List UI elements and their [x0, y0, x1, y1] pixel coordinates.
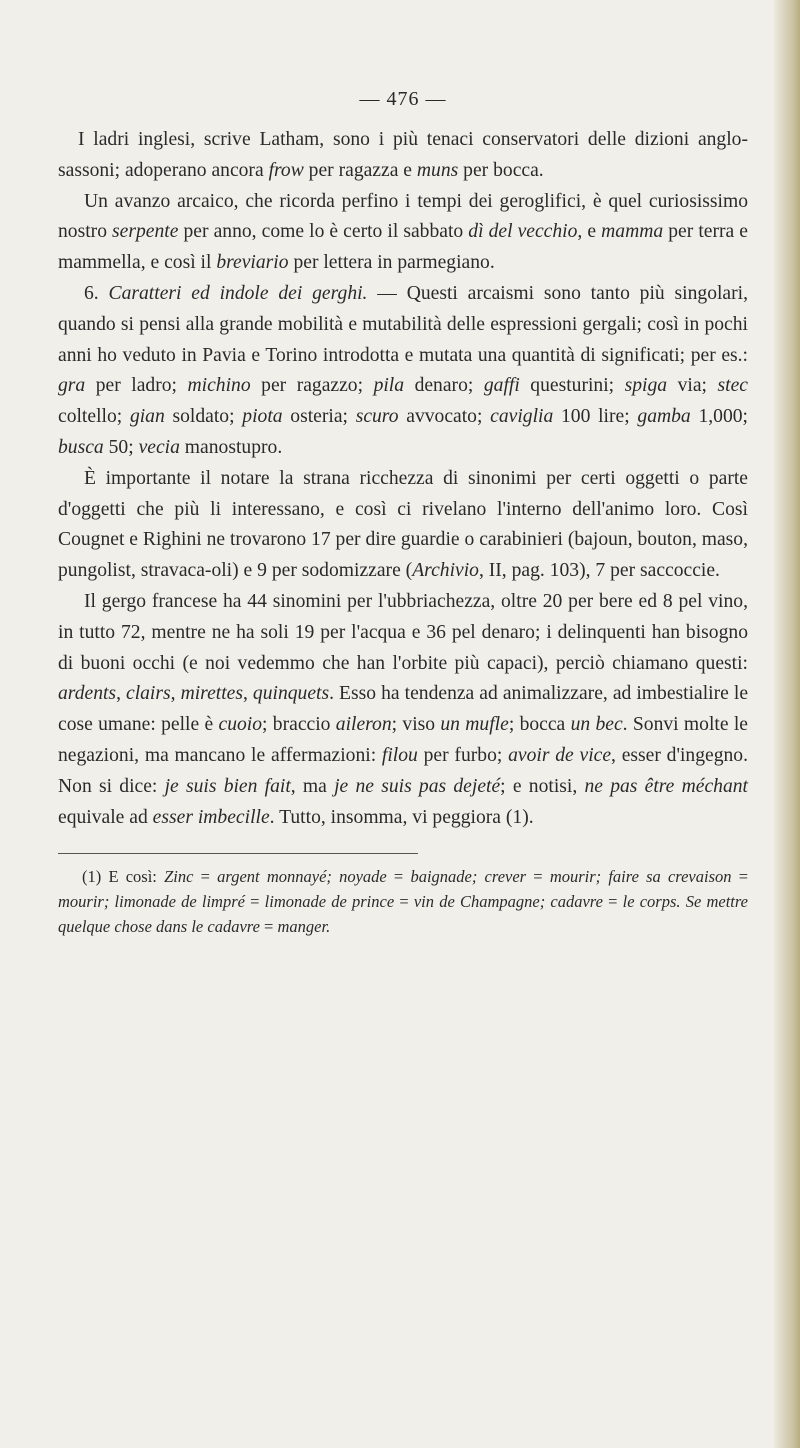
- paragraph: Un avanzo arcaico, che ricorda perfino i tempi dei geroglifici, è quel curiosissimo nostro serpente per anno, come lo è certo il sabbato dì del vecchio, e mamma per terra e mammella, e così il breviario per lettera in parmegiano.: [58, 190, 748, 274]
- footnote-divider: [58, 853, 418, 854]
- book-page: [58, 88, 748, 939]
- paragraph: 6. Caratteri ed indole dei gerghi. — Questi arcaismi sono tanto più singolari, quando si pensi alla grande mobilità e mutabilità delle espressioni gergali; così in pochi anni ho veduto in Pavia e Torino introdotta e mutata una quantità di significati; per es.: gra per ladro; michino per ragazzo; pila denaro; gaffi questurini; spiga via; stec coltello; gian soldato; piota osteria; scuro avvocato; caviglia 100 lire; gamba 1,000; busca 50; vecia manostupro.: [58, 282, 748, 458]
- paragraph: I ladri inglesi, scrive Latham, sono i più tenaci conservatori delle dizioni anglo-sassoni; adoperano ancora frow per ragazza e muns per bocca.: [58, 129, 748, 181]
- page-edge-shadow: [774, 0, 800, 1448]
- paragraph: È importante il notare la strana ricchezza di sinonimi per certi oggetti o parte d'oggetti che più li interessano, e così ci rivelano l'interno dell'animo loro. Così Cougnet e Righini ne trovarono 17 per dire guardie o carabinieri (bajoun, bouton, maso, pungolist, stravaca-oli) e 9 per sodomizzare (Archivio, II, pag. 103), 7 per saccoccie.: [58, 467, 748, 582]
- body-text: [58, 125, 748, 833]
- footnotes: [58, 864, 748, 939]
- page-number: — 476 —: [359, 88, 447, 110]
- paragraph: Il gergo francese ha 44 sinomini per l'ubbriachezza, oltre 20 per bere ed 8 pel vino, in tutto 72, mentre ne ha soli 19 per l'acqua e 36 pel denaro; i delinquenti han bisogno di buoni occhi (e noi vedemmo che han l'orbite più capaci), perciò chiamano questi: ardents, clairs, mirettes, quinquets. Esso ha tendenza ad animalizzare, ad imbestialire le cose umane: pelle è cuoio; braccio aileron; viso un mufle; bocca un bec. Sonvi molte le negazioni, ma mancano le affermazioni: filou per furbo; avoir de vice, esser d'ingegno. Non si dice: je suis bien fait, ma je ne suis pas dejeté; e notisi, ne pas être méchant equivale ad esser imbecille. Tutto, insomma, vi peggiora (1).: [58, 590, 749, 828]
- footnote: (1) E così: Zinc = argent monnayé; noyade = baignade; crever = mourir; faire sa crevaison = mourir; limonade de limpré = limonade de prince = vin de Champagne; cadavre = le corps. Se mettre quelque chose dans le cadavre = manger.: [58, 867, 749, 937]
